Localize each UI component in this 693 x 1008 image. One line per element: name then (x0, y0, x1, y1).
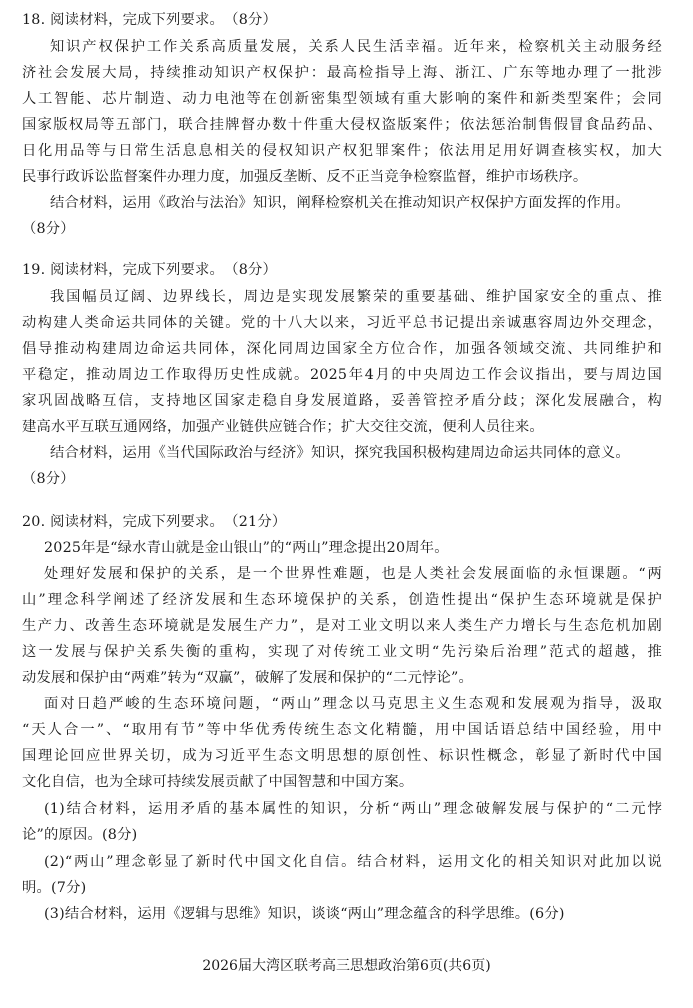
q19-question: 结合材料，运用《当代国际政治与经济》知识，探究我国积极构建周边命运共同体的意义。 (50, 445, 630, 461)
q20-intro: 2025年是“绿水青山就是金山银山”的“两山”理念提出20周年。 (44, 540, 449, 556)
q20-header: 20. 阅读材料，完成下列要求。 （21分） (22, 514, 287, 530)
q18-line-3: 人工智能、芯片制造、动力电池等在创新密集型领域有重大影响的案件和新类型案件；会同 (22, 91, 662, 107)
q18-question: 结合材料，运用《政治与法治》知识，阐释检察机关在推动知识产权保护方面发挥的作用。 (50, 195, 630, 211)
q20-para1-line-1: 处理好发展和保护的关系，是一个世界性难题，也是人类社会发展面临的永恒课题。“两 (44, 566, 662, 582)
q20-para2-line-1: 面对日趋严峻的生态环境问题，“两山”理念以马克思主义生态观和发展观为指导，汲取 (44, 696, 662, 712)
q18-line-6: 民事行政诉讼监督案件办理力度，加强反垄断、反不正当竞争检察监督，维护市场秩序。 (22, 169, 588, 185)
q20-para2-line-3: 国理论回应世界关切，成为习近平生态文明思想的原创性、标识性概念，彰显了新时代中国 (22, 748, 662, 764)
q20-sub2-line-1: (2)“两山”理念彰显了新时代中国文化自信。结合材料，运用文化的相关知识对此加以说 (44, 854, 662, 870)
q20-sub1-line-1: (1)结合材料，运用矛盾的基本属性的知识，分析“两山”理念破解发展与保护的“二元悖 (44, 801, 662, 817)
q19-line-3: 倡导推动构建周边命运共同体，深化同周边国家全方位合作，加强各领域交流、共同维护和 (22, 341, 662, 357)
q20-para1-line-3: 生产力、改善生态环境就是发展生产力”，是对工业文明以来人类生产力增长与生态危机加剧 (22, 618, 662, 634)
q20-para2-line-4: 文化自信，也为全球可持续发展贡献了中国智慧和中国方案。 (22, 774, 414, 790)
q20-sub3: (3)结合材料，运用《逻辑与思维》知识，谈谈“两山”理念蕴含的科学思维。(6分) (44, 906, 565, 922)
q18-line-4: 国家版权局等五部门，联合挂牌督办数十件重大侵权盗版案件；依法惩治制售假冒食品药品、 (22, 117, 662, 133)
q19-line-5: 家巩固战略互信，支持地区国家走稳自身发展道路，妥善管控矛盾分歧；深化发展融合，构 (22, 393, 662, 409)
q20-sub1-line-2: 论”的原因。(8分) (22, 827, 138, 843)
q20-para1-line-5: 动发展和保护由“两难”转为“双赢”，破解了发展和保护的“二元悖论”。 (22, 670, 473, 686)
q18-line-2: 济社会发展大局，持续推动知识产权保护：最高检指导上海、浙江、广东等地办理了一批涉 (22, 65, 662, 81)
exam-page (22, 0, 662, 1008)
q18-header: 18. 阅读材料，完成下列要求。 （8分） (22, 12, 278, 28)
q18-line-5: 日化用品等与日常生活息息相关的侵权知识产权犯罪案件；依法用足用好调查核实权，加大 (22, 143, 662, 159)
q20-para1-line-4: 这一发展与保护关系失衡的重构，实现了对传统工业文明“先污染后治理”范式的超越，推 (22, 644, 662, 660)
q18-score: （8分） (22, 221, 75, 237)
q19-line-4: 平稳定，推动周边工作取得历史性成就。2025年4月的中央周边工作会议指出，要与周边国 (22, 367, 662, 383)
q20-sub2-line-2: 明。(7分) (22, 880, 87, 896)
q19-line-6: 建高水平互联互通网络，加强产业链供应链合作；扩大交往交流，便利人员往来。 (22, 419, 544, 435)
q20-para1-line-2: 山”理念科学阐述了经济发展和生态环境保护的关系，创造性提出“保护生态环境就是保护 (22, 592, 662, 608)
q20-para2-line-2: “天人合一”、“取用有节”等中华优秀传统生态文化精髓，用中国话语总结中国经验，用中 (22, 722, 662, 738)
q19-line-1: 我国幅员辽阔、边界线长，周边是实现发展繁荣的重要基础、维护国家安全的重点、推 (50, 289, 662, 305)
q19-line-2: 动构建人类命运共同体的关键。党的十八大以来，习近平总书记提出亲诚惠容周边外交理念， (22, 315, 662, 331)
q19-header: 19. 阅读材料，完成下列要求。 （8分） (22, 262, 278, 278)
page-footer: 2026届大湾区联考高三思想政治第6页(共6页) (202, 958, 491, 974)
q19-score: （8分） (22, 471, 75, 487)
q18-line-1: 知识产权保护工作关系高质量发展，关系人民生活幸福。近年来，检察机关主动服务经 (50, 39, 662, 55)
